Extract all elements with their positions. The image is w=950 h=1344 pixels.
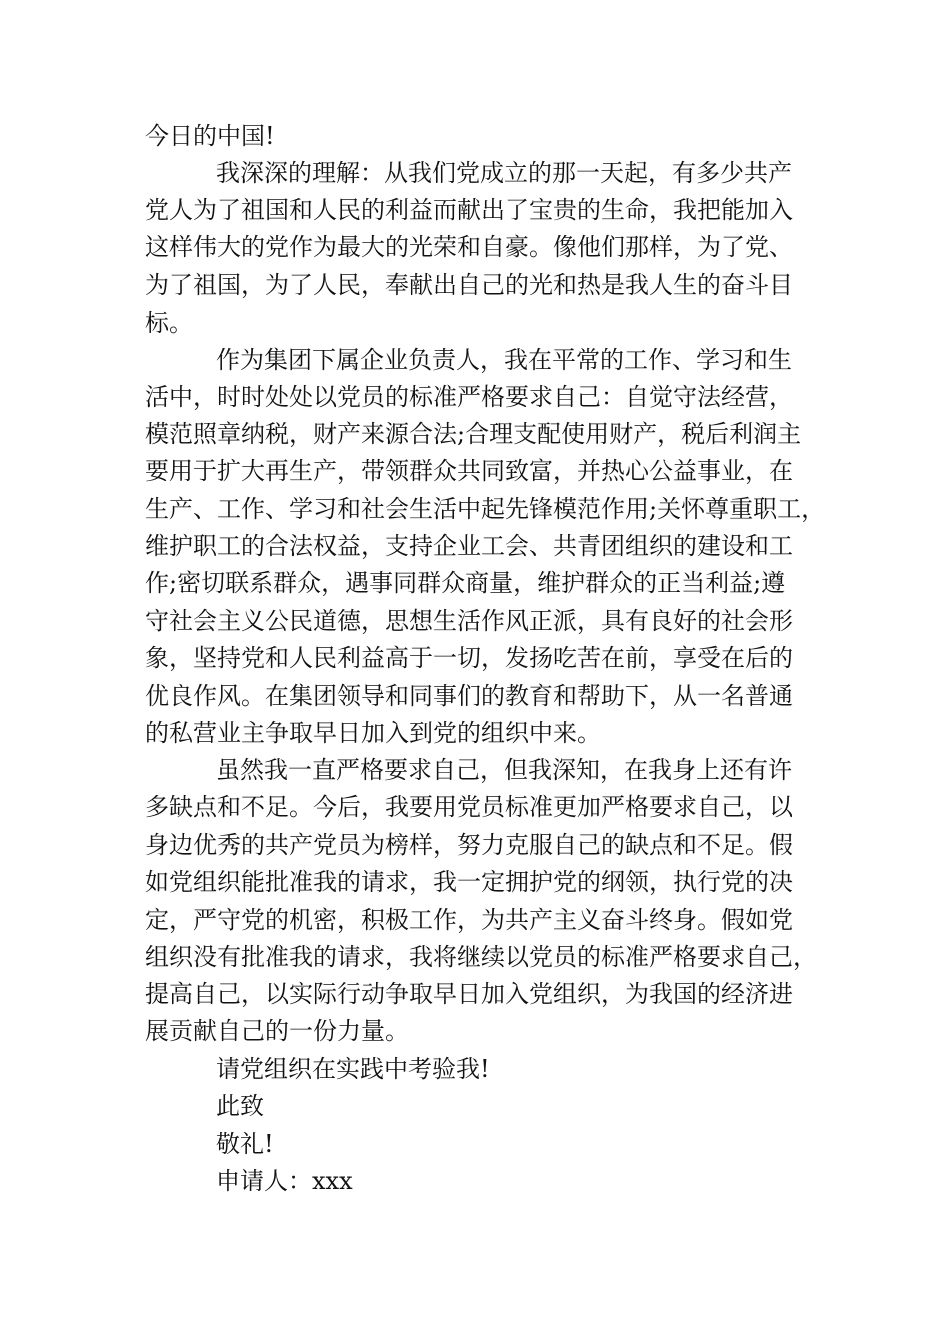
text-line: 标。 <box>145 309 193 337</box>
text-line: 守社会主义公民道德，思想生活作风正派，具有良好的社会形 <box>145 607 793 635</box>
text-line: 多缺点和不足。今后，我要用党员标准更加严格要求自己，以 <box>145 793 793 821</box>
text-line: 定，严守党的机密，积极工作，为共产主义奋斗终身。假如党 <box>145 906 793 934</box>
text-line: 维护职工的合法权益，支持企业工会、共青团组织的建设和工 <box>145 532 793 560</box>
text-line: 提高自己，以实际行动争取早日加入党组织，为我国的经济进 <box>145 980 793 1008</box>
text-line: 这样伟大的党作为最大的光荣和自豪。像他们那样，为了党、 <box>145 233 793 261</box>
closing-respect: 敬礼! <box>216 1130 274 1158</box>
text-line: 展贡献自己的一份力量。 <box>145 1017 409 1045</box>
text-line: 象，坚持党和人民利益高于一切，发扬吃苦在前，享受在后的 <box>145 644 793 672</box>
text-line: 要用于扩大再生产，带领群众共同致富，并热心公益事业，在 <box>145 457 793 485</box>
text-line: 身边优秀的共产党员为榜样，努力克服自己的缺点和不足。假 <box>145 831 793 859</box>
closing-salutation: 此致 <box>216 1092 264 1120</box>
closing-request: 请党组织在实践中考验我! <box>216 1055 490 1083</box>
text-line: 党人为了祖国和人民的利益而献出了宝贵的生命，我把能加入 <box>145 196 793 224</box>
text-line: 作为集团下属企业负责人，我在平常的工作、学习和生 <box>216 346 792 374</box>
text-line: 优良作风。在集团领导和同事们的教育和帮助下，从一名普通 <box>145 682 793 710</box>
text-line: 组织没有批准我的请求，我将继续以党员的标准严格要求自己， <box>145 943 817 971</box>
text-line: 我深深的理解：从我们党成立的那一天起，有多少共产 <box>216 159 792 187</box>
text-line: 生产、工作、学习和社会生活中起先锋模范作用;关怀尊重职工， <box>145 495 826 523</box>
text-line: 模范照章纳税，财产来源合法;合理支配使用财产，税后利润主 <box>145 420 802 448</box>
applicant-signature: 申请人：xxx <box>216 1167 353 1195</box>
text-line: 作;密切联系群众，遇事同群众商量，维护群众的正当利益;遵 <box>145 569 786 597</box>
text-line: 如党组织能批准我的请求，我一定拥护党的纲领，执行党的决 <box>145 868 793 896</box>
text-line: 虽然我一直严格要求自己，但我深知，在我身上还有许 <box>216 756 792 784</box>
text-line: 的私营业主争取早日加入到党的组织中来。 <box>145 719 601 747</box>
text-line: 活中，时时处处以党员的标准严格要求自己：自觉守法经营， <box>145 383 793 411</box>
text-line: 今日的中国! <box>145 122 275 150</box>
text-line: 为了祖国，为了人民，奉献出自己的光和热是我人生的奋斗目 <box>145 271 793 299</box>
